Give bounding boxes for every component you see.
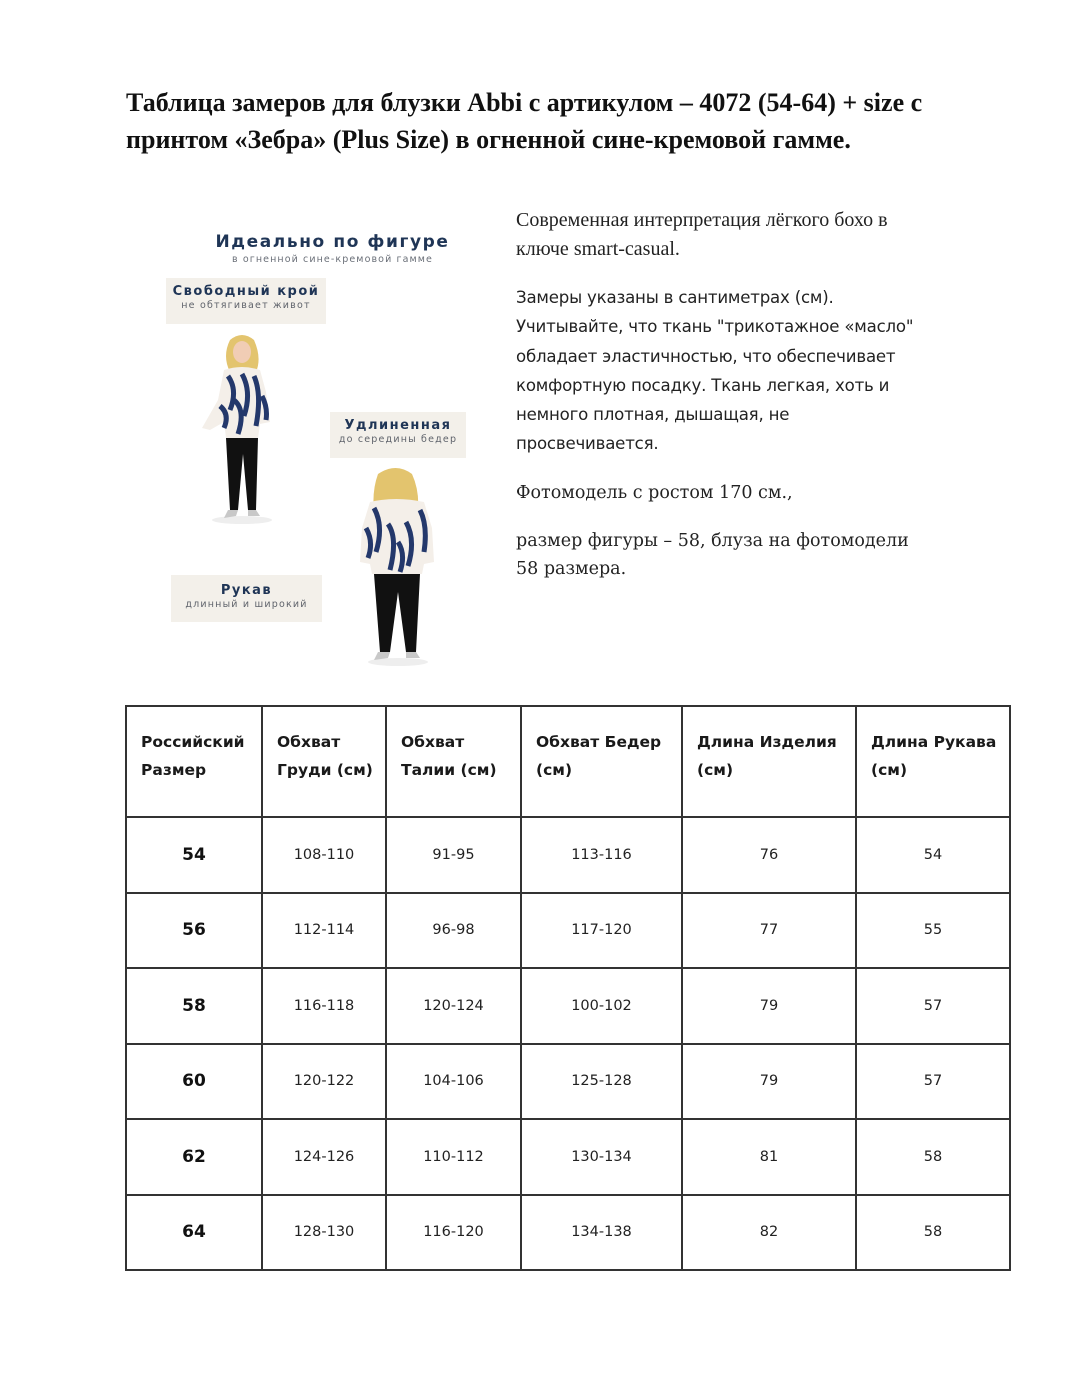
feature-tag-subtitle: длинный и широкий bbox=[185, 599, 308, 610]
cell-waist: 120-124 bbox=[386, 968, 521, 1044]
cell-chest: 108-110 bbox=[262, 817, 386, 893]
product-infographic bbox=[160, 222, 480, 672]
cell-size: 54 bbox=[126, 817, 262, 893]
feature-tag-title: Удлиненная bbox=[344, 418, 452, 433]
table-row bbox=[126, 1195, 1010, 1271]
document-title: Таблица замеров для блузки Abbi с артикулом – 4072 (54-64) + size с принтом «Зебра» (Plus Size) в огненной сине-кремовой гамме. bbox=[126, 88, 923, 154]
cell-sleeve: 55 bbox=[856, 893, 1010, 969]
model-front-photo bbox=[190, 330, 285, 525]
feature-tag-subtitle: не обтягивает живот bbox=[181, 300, 311, 311]
cell-length: 79 bbox=[682, 1044, 856, 1120]
product-description bbox=[516, 206, 936, 583]
cell-waist: 116-120 bbox=[386, 1195, 521, 1271]
cell-length: 82 bbox=[682, 1195, 856, 1271]
cell-length: 81 bbox=[682, 1119, 856, 1195]
cell-chest: 112-114 bbox=[262, 893, 386, 969]
column-header-size: Российский Размер bbox=[126, 706, 262, 817]
cell-size: 62 bbox=[126, 1119, 262, 1195]
feature-tag-fit bbox=[166, 278, 326, 324]
cell-sleeve: 58 bbox=[856, 1119, 1010, 1195]
table-row bbox=[126, 1119, 1010, 1195]
column-header-chest: Обхват Груди (см) bbox=[262, 706, 386, 817]
table-row bbox=[126, 1044, 1010, 1120]
cell-size: 64 bbox=[126, 1195, 262, 1271]
table-row bbox=[126, 817, 1010, 893]
feature-tag-length bbox=[330, 412, 466, 458]
cell-size: 58 bbox=[126, 968, 262, 1044]
cell-hips: 125-128 bbox=[521, 1044, 682, 1120]
column-header-sleeve: Длина Рукава (см) bbox=[856, 706, 1010, 817]
cell-chest: 116-118 bbox=[262, 968, 386, 1044]
feature-tag-subtitle: до середины бедер bbox=[338, 434, 458, 445]
table-row bbox=[126, 893, 1010, 969]
cell-sleeve: 54 bbox=[856, 817, 1010, 893]
cell-sleeve: 57 bbox=[856, 968, 1010, 1044]
cell-hips: 134-138 bbox=[521, 1195, 682, 1271]
cell-waist: 91-95 bbox=[386, 817, 521, 893]
infographic-subheading: в огненной сине-кремовой гамме bbox=[232, 254, 433, 265]
cell-chest: 124-126 bbox=[262, 1119, 386, 1195]
description-measurements-note: Замеры указаны в сантиметрах (см). Учитывайте, что ткань "трикотажное «масло" обладает эластичностью, что обеспечивает комфортную посадку. Ткань легкая, хоть и немного плотная, дышащая, не просвечивается. bbox=[516, 288, 914, 454]
cell-hips: 100-102 bbox=[521, 968, 682, 1044]
cell-size: 56 bbox=[126, 893, 262, 969]
cell-chest: 120-122 bbox=[262, 1044, 386, 1120]
column-header-hips: Обхват Бедер (см) bbox=[521, 706, 682, 817]
cell-waist: 104-106 bbox=[386, 1044, 521, 1120]
cell-hips: 113-116 bbox=[521, 817, 682, 893]
infographic-heading: Идеально по фигуре bbox=[215, 232, 450, 252]
feature-tag-title: Свободный крой bbox=[172, 284, 320, 299]
feature-tag-sleeve bbox=[171, 575, 322, 622]
cell-length: 79 bbox=[682, 968, 856, 1044]
cell-waist: 96-98 bbox=[386, 893, 521, 969]
cell-waist: 110-112 bbox=[386, 1119, 521, 1195]
cell-size: 60 bbox=[126, 1044, 262, 1120]
table-header-row bbox=[126, 706, 1010, 817]
cell-chest: 128-130 bbox=[262, 1195, 386, 1271]
infographic-header bbox=[160, 232, 480, 265]
description-intro: Современная интерпретация лёгкого бохо в ключе smart-casual. bbox=[516, 209, 888, 260]
column-header-length: Длина Изделия (см) bbox=[682, 706, 856, 817]
description-model-size: размер фигуры – 58, блуза на фотомодели 58 размера. bbox=[516, 530, 909, 579]
model-back-photo bbox=[340, 462, 450, 667]
size-chart-table bbox=[125, 705, 1011, 1271]
cell-hips: 117-120 bbox=[521, 893, 682, 969]
cell-length: 77 bbox=[682, 893, 856, 969]
description-model-height: Фотомодель с ростом 170 см., bbox=[516, 482, 793, 503]
cell-length: 76 bbox=[682, 817, 856, 893]
feature-tag-title: Рукав bbox=[220, 583, 273, 598]
table-row bbox=[126, 968, 1010, 1044]
cell-sleeve: 57 bbox=[856, 1044, 1010, 1120]
cell-hips: 130-134 bbox=[521, 1119, 682, 1195]
column-header-waist: Обхват Талии (см) bbox=[386, 706, 521, 817]
cell-sleeve: 58 bbox=[856, 1195, 1010, 1271]
